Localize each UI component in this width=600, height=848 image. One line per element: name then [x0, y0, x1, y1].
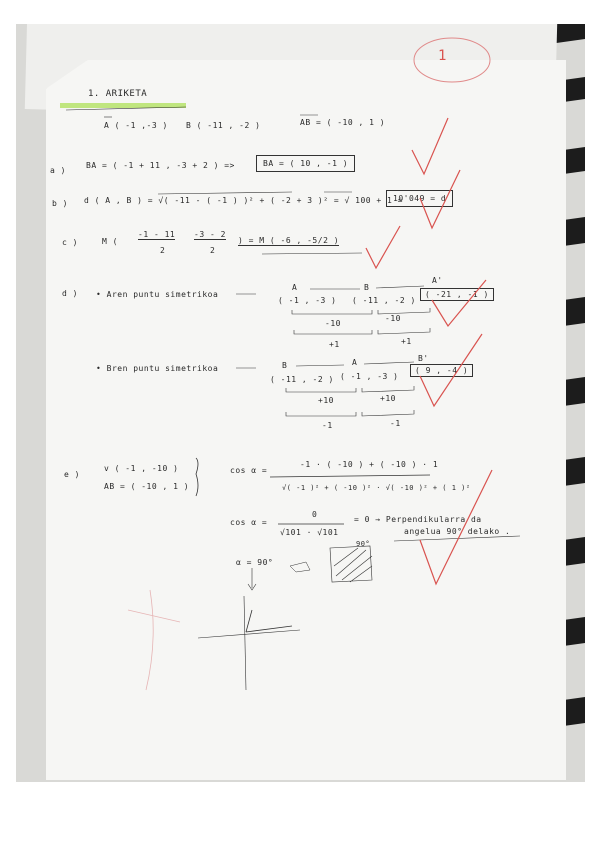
part-d-item1-step-y2: +1: [401, 337, 412, 346]
bracket-x: [286, 386, 414, 392]
check-icon: [432, 280, 486, 326]
y-axis: [244, 596, 246, 690]
page-title: 1. ARIKETA: [88, 89, 148, 99]
part-d-item2-p3: B': [418, 354, 429, 363]
title-underline: [66, 107, 186, 110]
check-icon: [420, 470, 492, 584]
part-e-label: e ): [64, 470, 80, 479]
page-number-mark: 1: [438, 48, 447, 64]
angle-sketch: [330, 546, 372, 582]
sqrt-bar: [158, 192, 292, 194]
part-d-item2-p1: B: [282, 361, 288, 370]
part-a-expression: BA = ( -1 + 11 , -3 + 2 ) =>: [86, 161, 235, 170]
segment-line: [376, 286, 424, 288]
part-e-cos2-label: cos α =: [230, 518, 268, 527]
part-e-cos-label: cos α =: [230, 466, 268, 475]
part-d-item2-text: • Bren puntu simetrikoa: [96, 364, 219, 373]
part-e-cos2-numerator: 0: [312, 510, 318, 519]
part-d-item2-p2: A: [352, 358, 358, 367]
brace: [196, 458, 198, 496]
part-c-frac1-numerator: -1 - 11: [138, 230, 176, 239]
part-e-cos2-result: = 0 → Perpendikularra da: [354, 515, 482, 524]
part-e-alpha: α = 90°: [236, 558, 274, 567]
part-d-item2-p3-coords: ( 9 , -4 ): [410, 364, 473, 377]
pencil-mark: [128, 610, 180, 622]
scribble: [290, 562, 310, 572]
part-e-vector-ab: AB = ( -10 , 1 ): [104, 482, 190, 491]
part-e-cos-numerator: -1 · ( -10 ) + ( -10 ) · 1: [300, 460, 439, 469]
part-e-vector-v: v ( -1 , -10 ): [104, 464, 179, 473]
part-c-frac2-numerator: -3 - 2: [194, 230, 226, 239]
part-d-item2-p1-coords: ( -11 , -2 ): [270, 375, 334, 384]
part-d-item1-text: • Aren puntu simetrikoa: [96, 290, 219, 299]
part-d-item2-step-y: -1: [322, 421, 333, 430]
x-axis: [198, 630, 300, 638]
part-a-result: BA = ( 10 , -1 ): [256, 155, 355, 172]
part-e-cos2-note: angelua 90° delako .: [404, 527, 511, 536]
part-d-item1-step-x2: -10: [385, 314, 401, 323]
part-b-result: 10'049 = d: [386, 190, 453, 207]
check-icon: [366, 226, 400, 268]
part-d-item1-p3: A': [432, 276, 443, 285]
part-d-label: d ): [62, 289, 78, 298]
part-a-label: a ): [50, 166, 66, 175]
check-icon: [412, 118, 448, 174]
part-d-item2-p2-coords: ( -1 , -3 ): [340, 372, 399, 381]
result-underline: [262, 253, 362, 254]
part-c-label: c ): [62, 238, 78, 247]
part-c-result: ) = M ( -6 , -5/2 ): [238, 236, 340, 245]
pencil-mark: [146, 590, 153, 690]
bracket-y: [294, 328, 430, 334]
bracket-y: [286, 410, 414, 416]
part-d-item1-step-y: +1: [329, 340, 340, 349]
given-point-a: A ( -1 ,-3 ): [104, 121, 168, 130]
part-d-item1-p2-coords: ( -11 , -2 ): [352, 296, 416, 305]
part-d-item2-step-y2: -1: [390, 419, 401, 428]
part-c-start: M (: [102, 237, 118, 246]
fraction-bar: [270, 475, 430, 477]
part-c-frac1-denominator: 2: [160, 246, 166, 255]
vector-line: [246, 610, 252, 632]
part-d-item1-p2: B: [364, 283, 370, 292]
part-d-item1-p1-coords: ( -1 , -3 ): [278, 296, 337, 305]
grade-circle: [414, 38, 490, 82]
part-d-item2-step-x2: +10: [380, 394, 396, 403]
given-point-b: B ( -11 , -2 ): [186, 121, 261, 130]
part-d-item2-step-x: +10: [318, 396, 334, 405]
segment-line: [364, 362, 414, 364]
part-b-label: b ): [52, 199, 68, 208]
check-icon: [420, 334, 482, 406]
part-e-sketch-angle: 90°: [356, 540, 371, 548]
part-d-item1-step-x: -10: [325, 319, 341, 328]
part-e-cos-denominator: √( -1 )² + ( -10 )² · √( -10 )² + ( 1 )²: [282, 484, 471, 492]
part-d-item1-p1: A: [292, 283, 298, 292]
check-icon: [420, 170, 460, 228]
part-b-expression: d ( A , B ) = √( -11 - ( -1 ) )² + ( -2 + 3 )² = √ 100 + 1 =: [84, 196, 403, 205]
bracket-x: [292, 308, 430, 314]
segment-line: [296, 365, 344, 366]
part-e-cos2-denominator: √101 · √101: [280, 528, 339, 537]
part-c-frac2-denominator: 2: [210, 246, 216, 255]
given-vector-ab: AB = ( -10 , 1 ): [300, 118, 386, 127]
part-d-item1-p3-coords: ( -21 , -1 ): [420, 288, 494, 301]
